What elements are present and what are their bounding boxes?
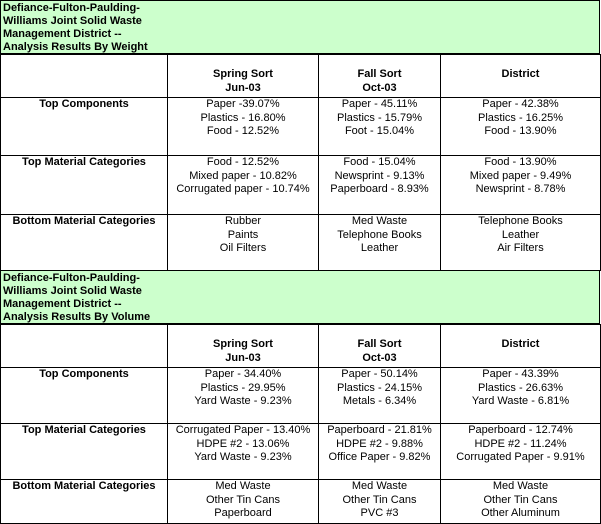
table-row <box>1 156 601 215</box>
column-name: Fall Sort <box>357 68 402 80</box>
cell-line: Med Waste <box>351 480 408 492</box>
data-cell <box>441 480 601 524</box>
cell-line: Other Tin Cans <box>483 493 558 506</box>
table-header-row <box>1 55 601 98</box>
corner-cell <box>1 55 168 98</box>
row-label: Top Components <box>1 98 168 156</box>
row-label: Bottom Material Categories <box>1 480 168 524</box>
data-cell <box>319 424 441 480</box>
table-row <box>1 215 601 271</box>
weight-results-table <box>0 54 601 271</box>
column-name: Spring Sort <box>213 68 273 80</box>
cell-line: Other Aluminum <box>481 507 560 519</box>
cell-line: Food - 12.52% <box>206 125 280 137</box>
column-name: Fall Sort <box>357 338 402 350</box>
column-header-spring <box>168 325 319 368</box>
cell-line: PVC #3 <box>360 507 399 519</box>
cell-line: Corrugated paper - 10.74% <box>176 183 310 195</box>
data-cell <box>168 480 319 524</box>
volume-section <box>0 270 600 524</box>
row-label: Top Material Categories <box>1 424 168 480</box>
cell-line: Yard Waste - 9.23% <box>194 395 292 407</box>
table-row <box>1 424 601 480</box>
corner-cell <box>1 325 168 368</box>
data-cell <box>319 368 441 424</box>
cell-line: Mixed paper - 10.82% <box>189 169 297 182</box>
column-date: Jun-03 <box>225 81 261 94</box>
cell-line: Paints <box>227 228 259 241</box>
cell-line: Air Filters <box>497 242 544 254</box>
cell-line: Foot - 15.04% <box>344 125 415 137</box>
data-cell <box>441 368 601 424</box>
cell-line: Corrugated Paper - 9.91% <box>456 451 585 463</box>
cell-line: Other Tin Cans <box>342 493 417 506</box>
cell-line: Telephone Books <box>478 215 563 227</box>
column-name: District <box>501 338 540 350</box>
cell-line: Paper -39.07% <box>206 98 280 110</box>
cell-line: Leather <box>360 242 399 254</box>
cell-line: Telephone Books <box>337 228 422 241</box>
data-cell <box>441 424 601 480</box>
cell-line: Food - 12.52% <box>206 156 280 168</box>
title-line: Management District -- <box>3 298 122 310</box>
volume-section-title <box>3 272 163 324</box>
weight-section-header <box>0 0 600 54</box>
column-date: Jun-03 <box>225 351 261 364</box>
cell-line: Med Waste <box>492 480 549 492</box>
data-cell <box>168 368 319 424</box>
table-header-row <box>1 325 601 368</box>
data-cell <box>319 98 441 156</box>
column-date: Oct-03 <box>362 351 397 364</box>
cell-line: HDPE #2 - 11.24% <box>474 437 567 450</box>
cell-line: Yard Waste - 9.23% <box>194 451 292 463</box>
cell-line: Plastics - 16.80% <box>200 111 286 124</box>
cell-line: Paper - 45.11% <box>341 98 418 110</box>
cell-line: Food - 13.90% <box>484 125 557 137</box>
title-line: Defiance-Fulton-Paulding- <box>3 272 140 284</box>
cell-line: Paper - 43.39% <box>482 368 559 380</box>
cell-line: Med Waste <box>351 215 408 227</box>
data-cell <box>168 424 319 480</box>
cell-line: Food - 13.90% <box>484 156 557 168</box>
cell-line: Mixed paper - 9.49% <box>469 169 572 182</box>
cell-line: Paperboard - 12.74% <box>468 424 573 436</box>
data-cell <box>319 215 441 271</box>
cell-line: Leather <box>501 228 540 241</box>
volume-section-header <box>0 270 600 324</box>
cell-line: Paper - 34.40% <box>204 368 282 380</box>
column-date: Oct-03 <box>362 81 397 94</box>
column-name: Spring Sort <box>213 338 273 350</box>
title-line: Analysis Results By Weight <box>3 41 148 53</box>
row-label: Top Components <box>1 368 168 424</box>
table-row <box>1 368 601 424</box>
table-row <box>1 98 601 156</box>
cell-line: Rubber <box>224 215 262 227</box>
cell-line: Office Paper - 9.82% <box>328 451 431 463</box>
title-line: Management District -- <box>3 28 122 40</box>
cell-line: Yard Waste - 6.81% <box>471 395 570 407</box>
cell-line: Food - 15.04% <box>343 156 416 168</box>
cell-line: Newsprint - 9.13% <box>334 169 425 182</box>
cell-line: HDPE #2 - 13.06% <box>196 437 290 450</box>
cell-line: Paper - 50.14% <box>341 368 418 380</box>
cell-line: Metals - 6.34% <box>342 395 417 407</box>
data-cell <box>168 98 319 156</box>
data-cell <box>441 156 601 215</box>
cell-line: Corrugated Paper - 13.40% <box>175 424 311 436</box>
cell-line: Paper - 42.38% <box>482 98 559 110</box>
cell-line: Plastics - 26.63% <box>478 381 563 394</box>
title-line: Williams Joint Solid Waste <box>3 285 142 297</box>
title-line: Defiance-Fulton-Paulding- <box>3 2 140 14</box>
column-header-spring <box>168 55 319 98</box>
title-line: Analysis Results By Volume <box>3 311 151 323</box>
cell-line: HDPE #2 - 9.88% <box>336 437 423 450</box>
column-header-district <box>441 325 601 368</box>
row-label: Bottom Material Categories <box>1 215 168 271</box>
cell-line: Plastics - 29.95% <box>200 381 286 394</box>
data-cell <box>441 215 601 271</box>
volume-results-table <box>0 324 601 524</box>
weight-section-title <box>3 2 163 54</box>
cell-line: Other Tin Cans <box>206 493 280 506</box>
cell-line: Paperboard - 21.81% <box>327 424 432 436</box>
column-header-fall <box>319 55 441 98</box>
cell-line: Oil Filters <box>219 242 267 254</box>
column-header-fall <box>319 325 441 368</box>
cell-line: Newsprint - 8.78% <box>475 183 566 195</box>
cell-line: Plastics - 16.25% <box>478 111 563 124</box>
cell-line: Paperboard - 8.93% <box>330 183 429 195</box>
data-cell <box>319 480 441 524</box>
cell-line: Plastics - 15.79% <box>337 111 422 124</box>
data-cell <box>319 156 441 215</box>
data-cell <box>168 156 319 215</box>
column-name: District <box>501 68 540 80</box>
title-line: Williams Joint Solid Waste <box>3 15 142 27</box>
data-cell <box>441 98 601 156</box>
cell-line: Plastics - 24.15% <box>337 381 422 394</box>
table-row <box>1 480 601 524</box>
cell-line: Paperboard <box>214 507 272 519</box>
data-cell <box>168 215 319 271</box>
column-header-district <box>441 55 601 98</box>
cell-line: Med Waste <box>215 480 271 492</box>
row-label: Top Material Categories <box>1 156 168 215</box>
